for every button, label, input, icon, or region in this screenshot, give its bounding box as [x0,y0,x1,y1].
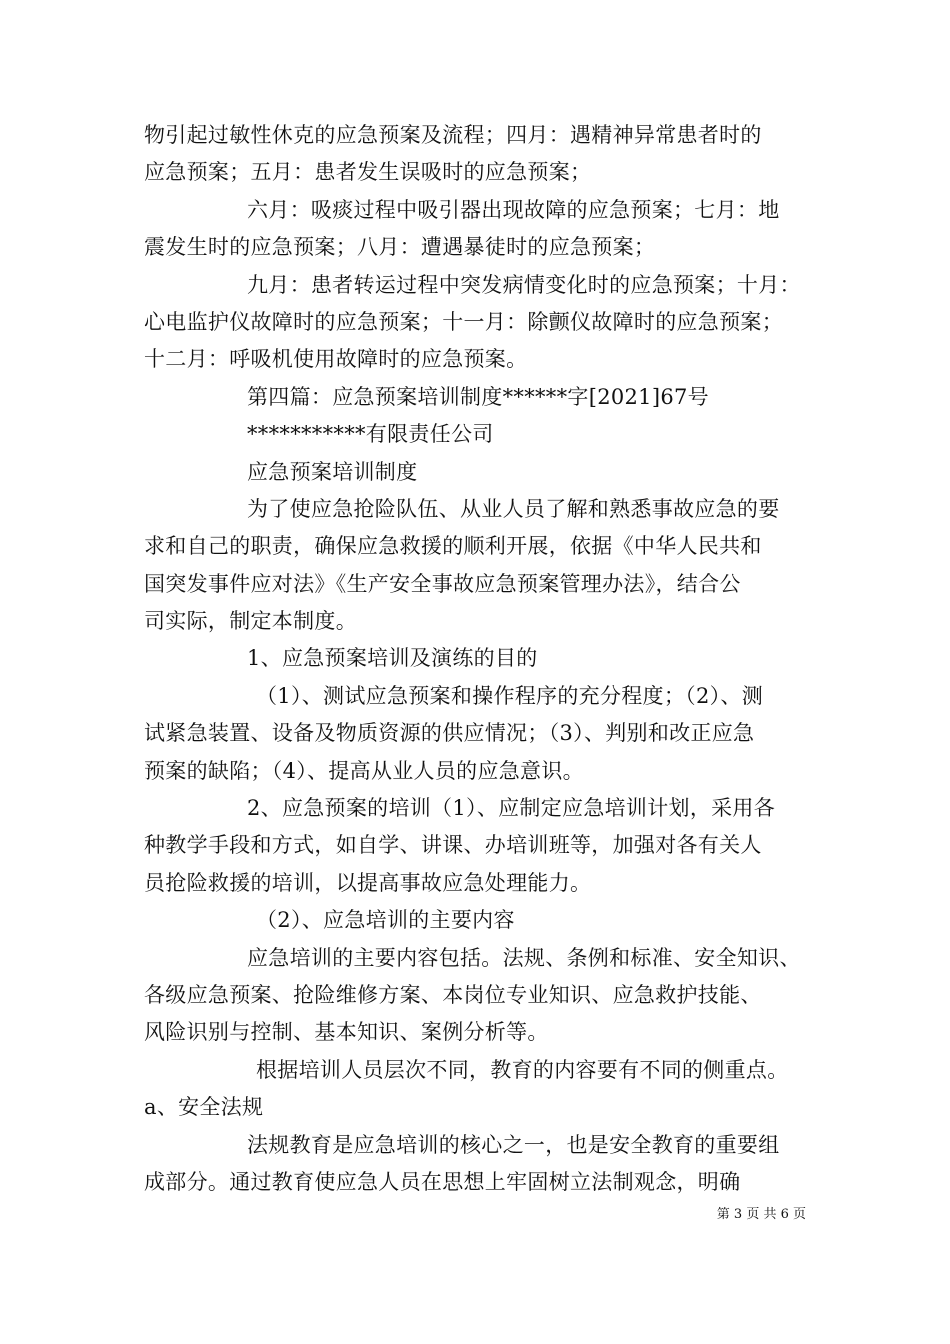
text-line: 员抢险救援的培训，以提高事故应急处理能力。 [144,870,592,895]
text-line: 试紧急装置、设备及物质资源的供应情况；（3）、判别和改正应急 [144,721,755,746]
subsection-heading: （2）、应急培训的主要内容 [256,908,515,933]
text-line: 根据培训人员层次不同，教育的内容要有不同的侧重点。 [256,1057,789,1082]
text-line: 国突发事件应对法》《生产安全事故应急预案管理办法》，结合公 [144,571,741,596]
list-heading: a、安全法规 [144,1095,264,1120]
text-line: 物引起过敏性休克的应急预案及流程；四月：遇精神异常患者时的 [144,123,762,147]
company-name: ***********有限责任公司 [247,422,494,447]
text-line: 十二月：呼吸机使用故障时的应急预案。 [144,347,528,372]
text-line: 风险识别与控制、基本知识、案例分析等。 [144,1020,549,1045]
text-line: 2、应急预案的培训（1）、应制定应急培训计划，采用各 [247,796,776,821]
text-line: 成部分。通过教育使应急人员在思想上牢固树立法制观念，明确 [144,1169,741,1194]
document-title: 应急预案培训制度 [247,459,418,484]
page-footer: 第 3 页 共 6 页 [716,1207,806,1222]
text-line: （1）、测试应急预案和操作程序的充分程度；（2）、测 [256,683,764,708]
text-line: 心电监护仪故障时的应急预案；十一月：除颤仪故障时的应急预案； [144,309,783,334]
text-line: 六月：吸痰过程中吸引器出现故障的应急预案；七月：地 [247,197,780,222]
section-heading: 第四篇：应急预案培训制度******字[2021]67号 [247,384,709,409]
document-body [144,117,814,1201]
text-line: 应急培训的主要内容包括。法规、条例和标准、安全知识、 [247,945,801,970]
text-line: 法规教育是应急培训的核心之一，也是安全教育的重要组 [247,1132,780,1157]
text-line: 为了使应急抢险队伍、从业人员了解和熟悉事故应急的要 [247,496,780,521]
subsection-heading: 1、应急预案培训及演练的目的 [247,646,538,671]
text-line: 预案的缺陷；（4）、提高从业人员的应急意识。 [144,758,584,783]
text-line: 求和自己的职责，确保应急救援的顺利开展，依据《中华人民共和 [144,534,762,559]
text-line: 司实际，制定本制度。 [144,609,357,634]
text-line: 九月：患者转运过程中突发病情变化时的应急预案；十月： [247,272,801,297]
text-line: 应急预案；五月：患者发生误吸时的应急预案； [144,160,592,185]
text-line: 各级应急预案、抢险维修方案、本岗位专业知识、应急救护技能、 [144,982,762,1007]
text-line: 种教学手段和方式，如自学、讲课、办培训班等，加强对各有关人 [144,833,762,858]
text-line: 震发生时的应急预案；八月：遭遇暴徒时的应急预案； [144,235,656,260]
